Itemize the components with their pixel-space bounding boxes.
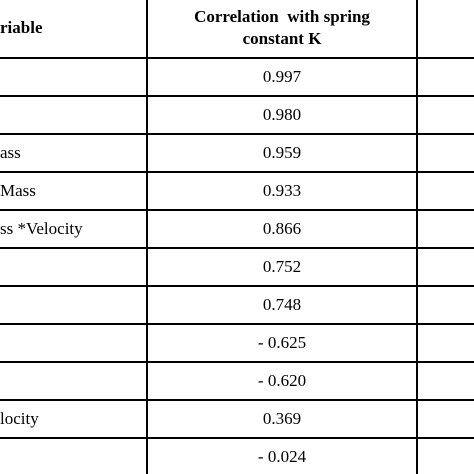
correlation-cell: 0.866	[262, 219, 302, 238]
table-row	[0, 172, 474, 210]
table-row	[0, 438, 474, 474]
correlation-cell: 0.752	[262, 257, 302, 276]
correlation-cell: 0.959	[262, 143, 302, 162]
correlation-cell: - 0.620	[257, 371, 307, 390]
correlation-cell: 0.369	[262, 409, 302, 428]
correlation-cell: 0.933	[262, 181, 302, 200]
variable-header-text: riable	[0, 17, 43, 37]
correlation-cell: - 0.625	[257, 333, 307, 352]
correlation-header-line1: Correlation with spring	[194, 6, 370, 26]
table-row	[0, 362, 474, 400]
variable-cell: ass	[0, 143, 21, 162]
correlation-header-line2: constant K	[242, 28, 322, 48]
variable-cell: Mass	[0, 181, 36, 200]
correlation-column-header	[148, 0, 416, 57]
variable-column-header	[0, 0, 140, 57]
table-row	[0, 58, 474, 96]
correlation-cell: 0.748	[262, 295, 302, 314]
table-row	[0, 96, 474, 134]
variable-cell: locity	[0, 409, 39, 428]
table-row	[0, 286, 474, 324]
table-row	[0, 248, 474, 286]
table-row	[0, 134, 474, 172]
table-row	[0, 210, 474, 248]
correlation-cell: 0.997	[262, 67, 302, 86]
table-row	[0, 400, 474, 438]
correlation-cell: 0.980	[262, 105, 302, 124]
correlation-cell: - 0.024	[257, 447, 307, 466]
variable-cell: ss *Velocity	[0, 219, 83, 238]
table-row	[0, 324, 474, 362]
